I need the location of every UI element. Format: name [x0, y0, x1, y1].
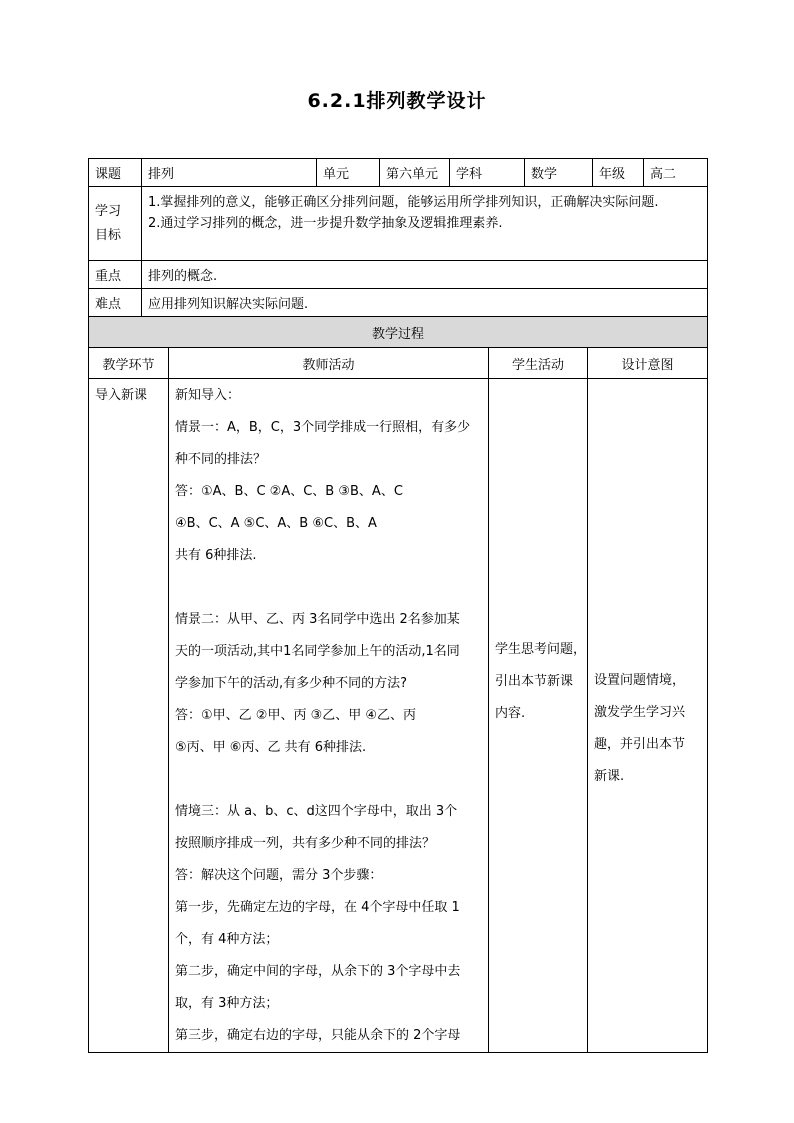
teacher-line: 情景一：A，B，C，3个同学排成一行照相，有多少: [175, 420, 471, 435]
teacher-line: 答：解决这个问题，需分 3个步骤：: [175, 868, 383, 883]
teacher-line: ④B、C、A ⑤C、A、B ⑥C、B、A: [175, 516, 377, 531]
teacher-line: 种不同的排法？: [175, 452, 267, 467]
goals-label: [89, 187, 142, 261]
goal-item: 1.掌握排列的意义，能够正确区分排列问题，能够运用所学排列知识，正确解决实际问题.: [148, 195, 659, 210]
unit-label: 单元: [317, 159, 380, 187]
student-activity-cell: [489, 379, 588, 1053]
teacher-line: 答：①A、B、C ②A、C、B ③B、A、C: [175, 484, 403, 499]
column-header-student: 学生活动: [489, 348, 588, 379]
teacher-line: 答：①甲、乙 ②甲、丙 ③乙、甲 ④乙、丙: [175, 708, 417, 723]
stage-cell: [89, 379, 169, 1053]
course-label: 学科: [450, 159, 525, 187]
subject-label: 课题: [89, 159, 142, 187]
grade-value: 高二: [644, 159, 708, 187]
teacher-line: 情境三：从 a、b、c、d这四个字母中，取出 3个: [175, 804, 458, 819]
column-header-intent: 设计意图: [588, 348, 708, 379]
key-point-value: 排列的概念.: [142, 261, 708, 289]
intent-line: 趣，并引出本节: [594, 737, 686, 752]
stage-label: 导入新课: [95, 388, 148, 403]
teacher-line: 情景二：从甲、乙、丙 3名同学中选出 2名参加某: [175, 612, 460, 627]
process-table: [88, 347, 708, 1053]
difficulty-label: 难点: [89, 289, 142, 317]
intent-line: 激发学生学习兴: [594, 705, 686, 720]
teacher-line: 第一步，先确定左边的字母，在 4个字母中任取 1: [175, 900, 460, 915]
teacher-blank-line: [175, 572, 482, 604]
subject-value: 排列: [142, 159, 317, 187]
process-title: 教学过程: [89, 317, 708, 348]
teacher-line: 第二步，确定中间的字母，从余下的 3个字母中去: [175, 964, 461, 979]
difficulty-value: 应用排列知识解决实际问题.: [142, 289, 708, 317]
grade-label: 年级: [593, 159, 644, 187]
intent-line: 设置问题情境，: [594, 673, 686, 688]
goals-label-line: 目标: [95, 227, 122, 243]
unit-value: 第六单元: [380, 159, 450, 187]
course-value: 数学: [525, 159, 593, 187]
teacher-line: 共有 6种排法.: [175, 548, 257, 563]
column-header-teacher: 教师活动: [169, 348, 489, 379]
teacher-blank-line: [175, 764, 482, 796]
column-header-stage: 教学环节: [89, 348, 169, 379]
design-intent-cell: [588, 379, 708, 1053]
teacher-line: ⑤丙、甲 ⑥丙、乙 共有 6种排法.: [175, 740, 367, 755]
goal-item: 2.通过学习排列的概念，进一步提升数学抽象及逻辑推理素养.: [148, 216, 503, 231]
teacher-line: 按照顺序排成一列，共有多少种不同的排法？: [175, 836, 436, 851]
teacher-line: 天的一项活动,其中1名同学参加上午的活动,1名同: [175, 644, 460, 659]
key-point-label: 重点: [89, 261, 142, 289]
goals-label-line: 学习: [95, 203, 122, 219]
teacher-line: 新知导入：: [175, 388, 241, 403]
teacher-line: 个，有 4种方法；: [175, 932, 279, 947]
teacher-line: 取，有 3种方法；: [175, 996, 279, 1011]
teacher-line: 学参加下午的活动,有多少种不同的方法?: [175, 676, 408, 691]
teacher-line: 第三步，确定右边的字母，只能从余下的 2个字母: [175, 1028, 461, 1043]
intent-line: 新课.: [594, 769, 625, 784]
info-table: [88, 158, 708, 348]
teacher-activity-cell: [169, 379, 489, 1053]
page-title: 6.2.1排列教学设计: [307, 90, 487, 112]
student-line: 内容.: [495, 706, 526, 721]
student-line: 引出本节新课: [495, 674, 574, 689]
goals-content: [142, 187, 708, 261]
student-line: 学生思考问题，: [495, 642, 587, 657]
